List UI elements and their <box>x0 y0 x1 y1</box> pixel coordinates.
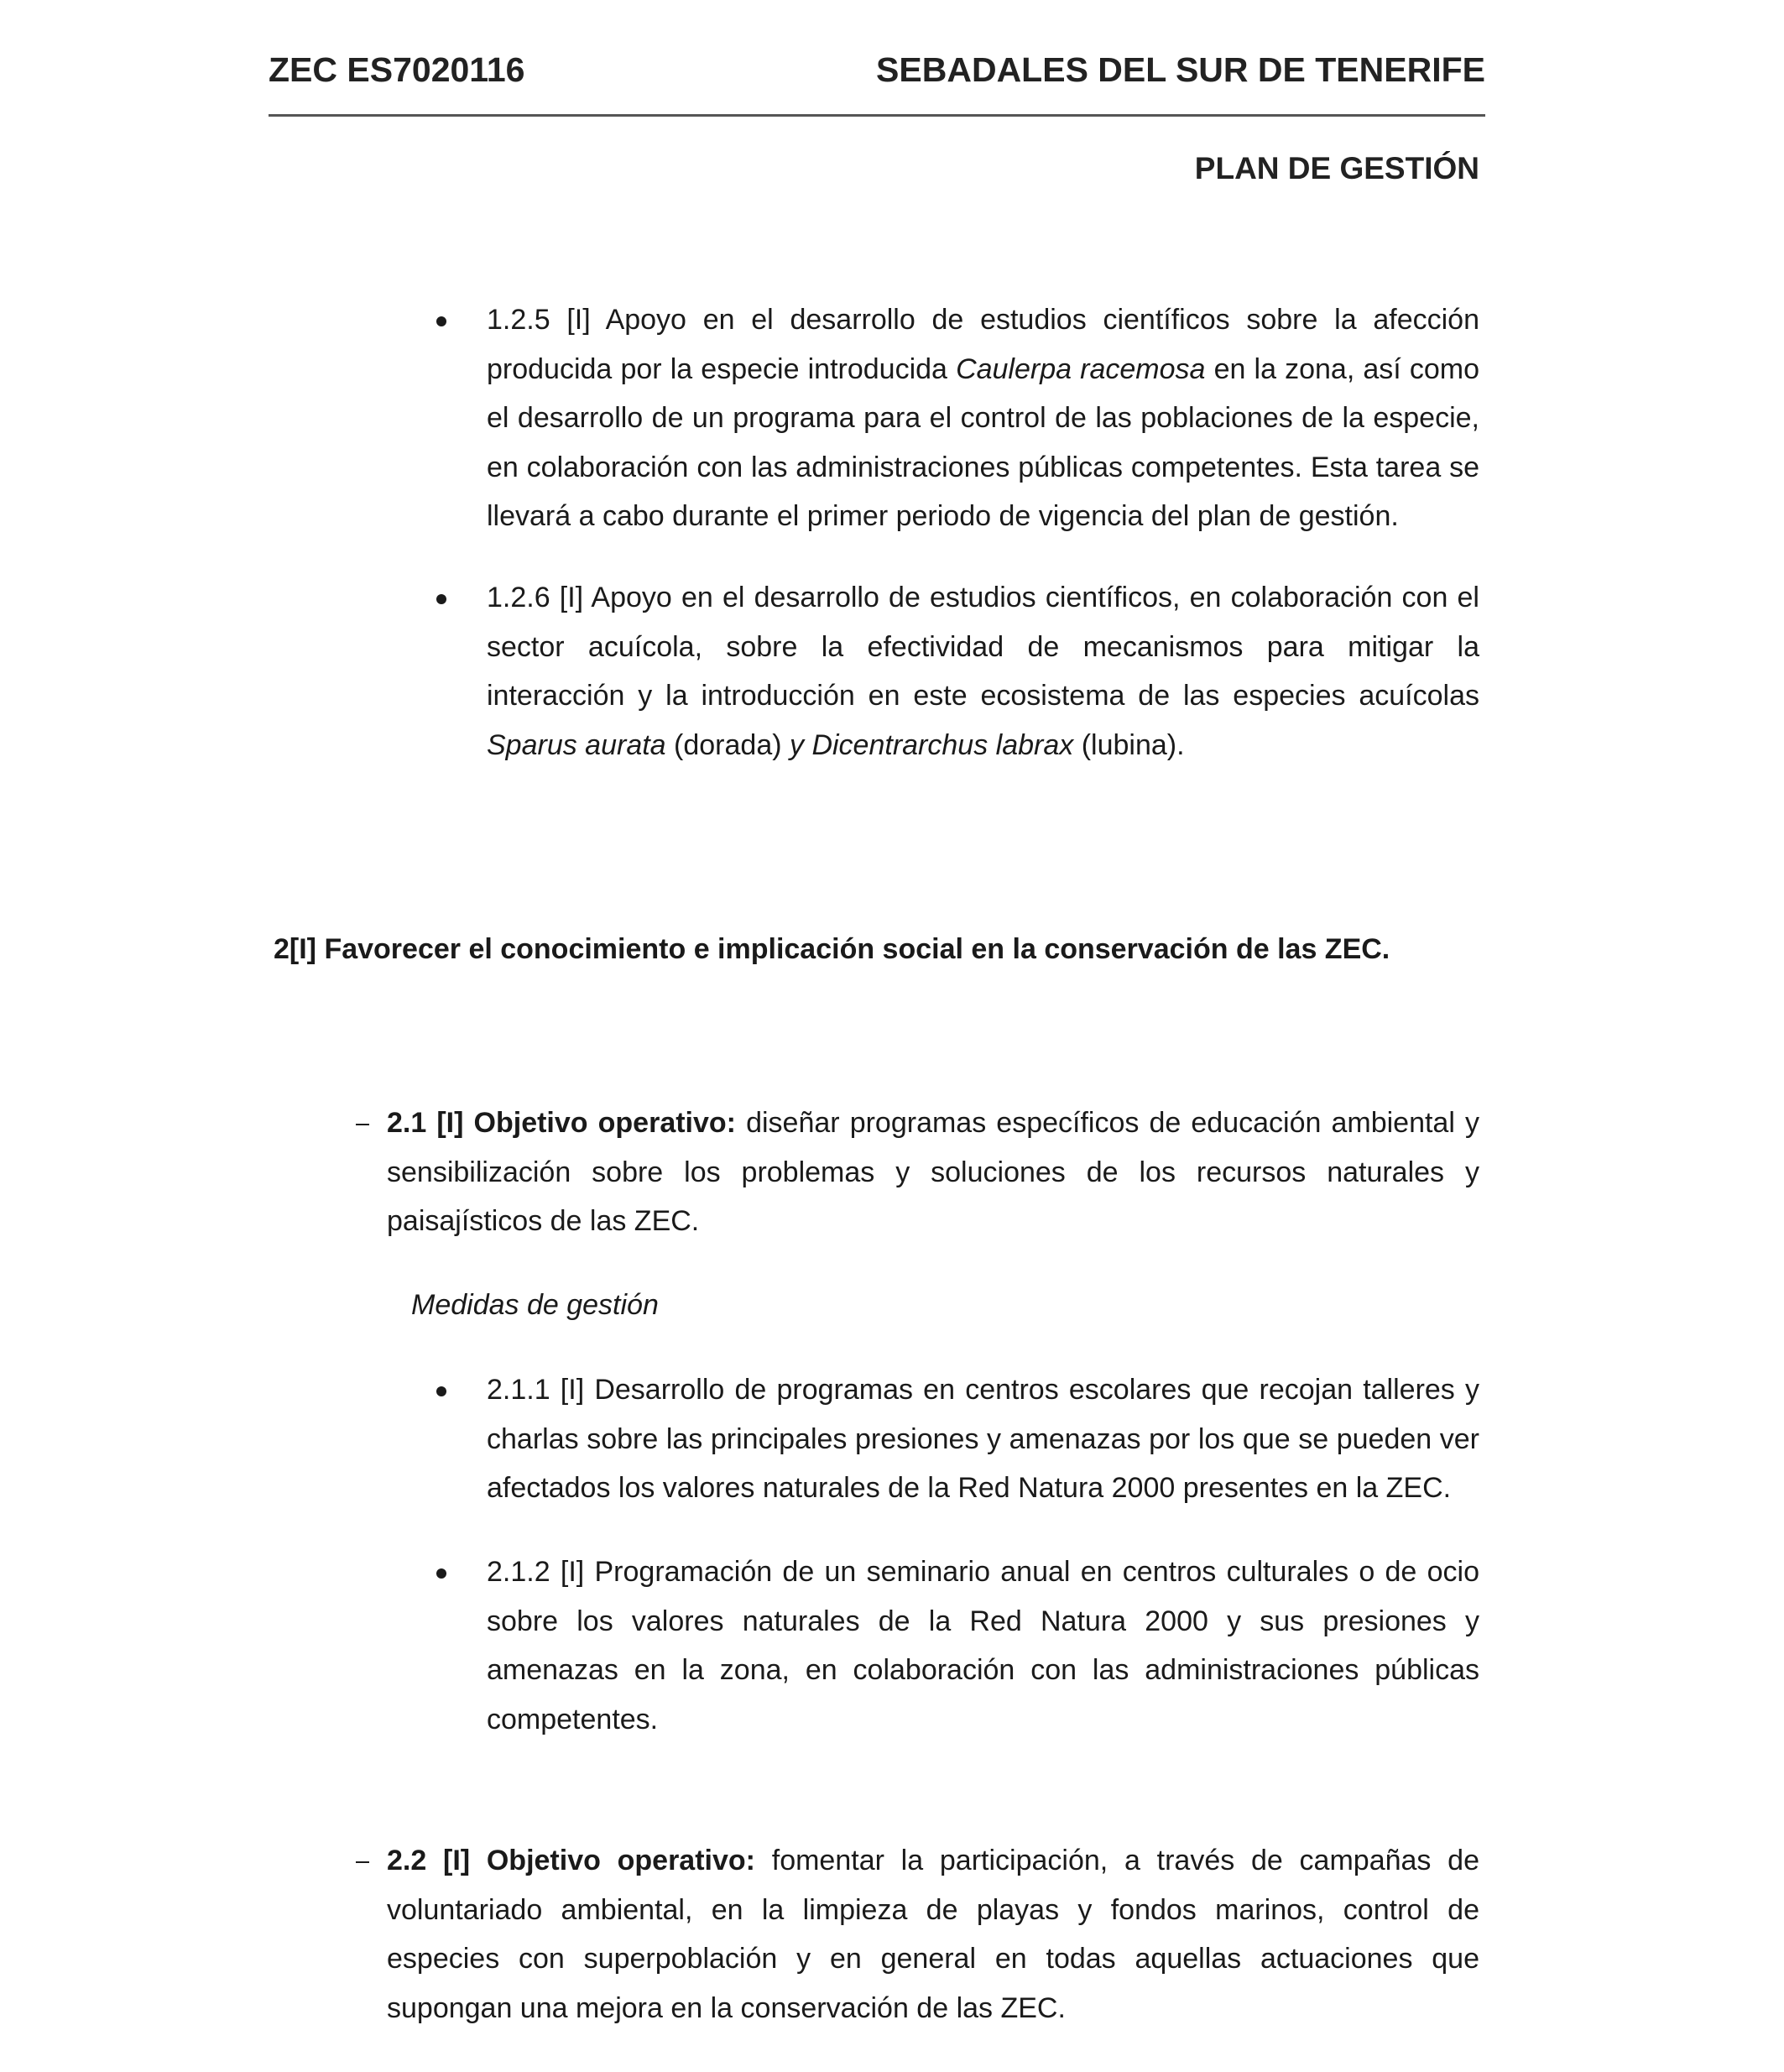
measure-1-2-6 <box>487 573 1479 770</box>
bullet-icon <box>436 1386 446 1396</box>
objective-text: diseñar programas específicos de educación ambiental y sensibilización sobre los problemas y soluciones de los recursos naturales y paisajísticos de las ZEC. <box>387 1107 1479 1237</box>
measure-text: 1.2.5 [I] Apoyo en el desarrollo de estudios científicos sobre la afección producida por la especie introducida <box>487 304 1479 385</box>
species-name: y Dicentrarchus labrax <box>790 728 1074 761</box>
objective-label: 2.1 [I] Objetivo operativo: <box>387 1107 736 1139</box>
measure-text: (dorada) <box>665 728 790 761</box>
measures-heading: Medidas de gestión <box>411 1289 659 1321</box>
dash-icon <box>356 1861 369 1863</box>
bullet-icon <box>436 594 446 604</box>
species-name: Caulerpa racemosa <box>956 352 1206 385</box>
objective-2-2 <box>387 1836 1479 2033</box>
header-site-code: ZEC ES7020116 <box>269 50 525 89</box>
bullet-icon <box>436 1568 446 1579</box>
species-name: Sparus aurata <box>487 728 666 761</box>
bullet-icon <box>436 316 446 326</box>
page-header <box>269 50 1485 90</box>
measure-text: 1.2.6 [I] Apoyo en el desarrollo de estudios científicos, en colaboración con el sector acuícola, sobre la efectividad de mecanismos para mitigar la interacción y la introducción en este ecosistema de las especies acuícolas <box>487 582 1479 712</box>
goal-2-heading: 2[I] Favorecer el conocimiento e implicación social en la conservación de las ZEC. <box>274 933 1390 965</box>
header-subtitle: PLAN DE GESTIÓN <box>1194 151 1479 185</box>
objective-2-1 <box>387 1099 1479 1246</box>
measure-2-1-2: 2.1.2 [I] Programación de un seminario anual en centros culturales o de ocio sobre los valores naturales de la Red Natura 2000 y sus presiones y amenazas en la zona, en colaboración con las administraciones públicas competentes. <box>487 1556 1479 1735</box>
header-divider <box>269 114 1485 117</box>
header-site-name: SEBADALES DEL SUR DE TENERIFE <box>876 50 1485 89</box>
objective-text: fomentar la participación, a través de campañas de voluntariado ambiental, en la limpieza de playas y fondos marinos, control de especies con superpoblación y en general en todas aquellas actuaciones que supongan una mejora en la conservación de las ZEC. <box>387 1845 1479 2024</box>
dash-icon <box>356 1124 369 1125</box>
measure-1-2-5 <box>487 295 1479 541</box>
objective-label: 2.2 [I] Objetivo operativo: <box>387 1845 755 1876</box>
measure-2-1-1: 2.1.1 [I] Desarrollo de programas en centros escolares que recojan talleres y charlas sobre las principales presiones y amenazas por los que se pueden ver afectados los valores naturales de la Red Natura 2000 presentes en la ZEC. <box>487 1374 1479 1504</box>
measure-text: en la zona, así como el desarrollo de un programa para el control de las poblaciones de la especie, en colaboración con las administraciones públicas competentes. Esta tarea se llevará a cabo durante el primer periodo de vigencia del plan de gestión. <box>487 352 1480 532</box>
measure-text: (lubina). <box>1073 728 1185 761</box>
